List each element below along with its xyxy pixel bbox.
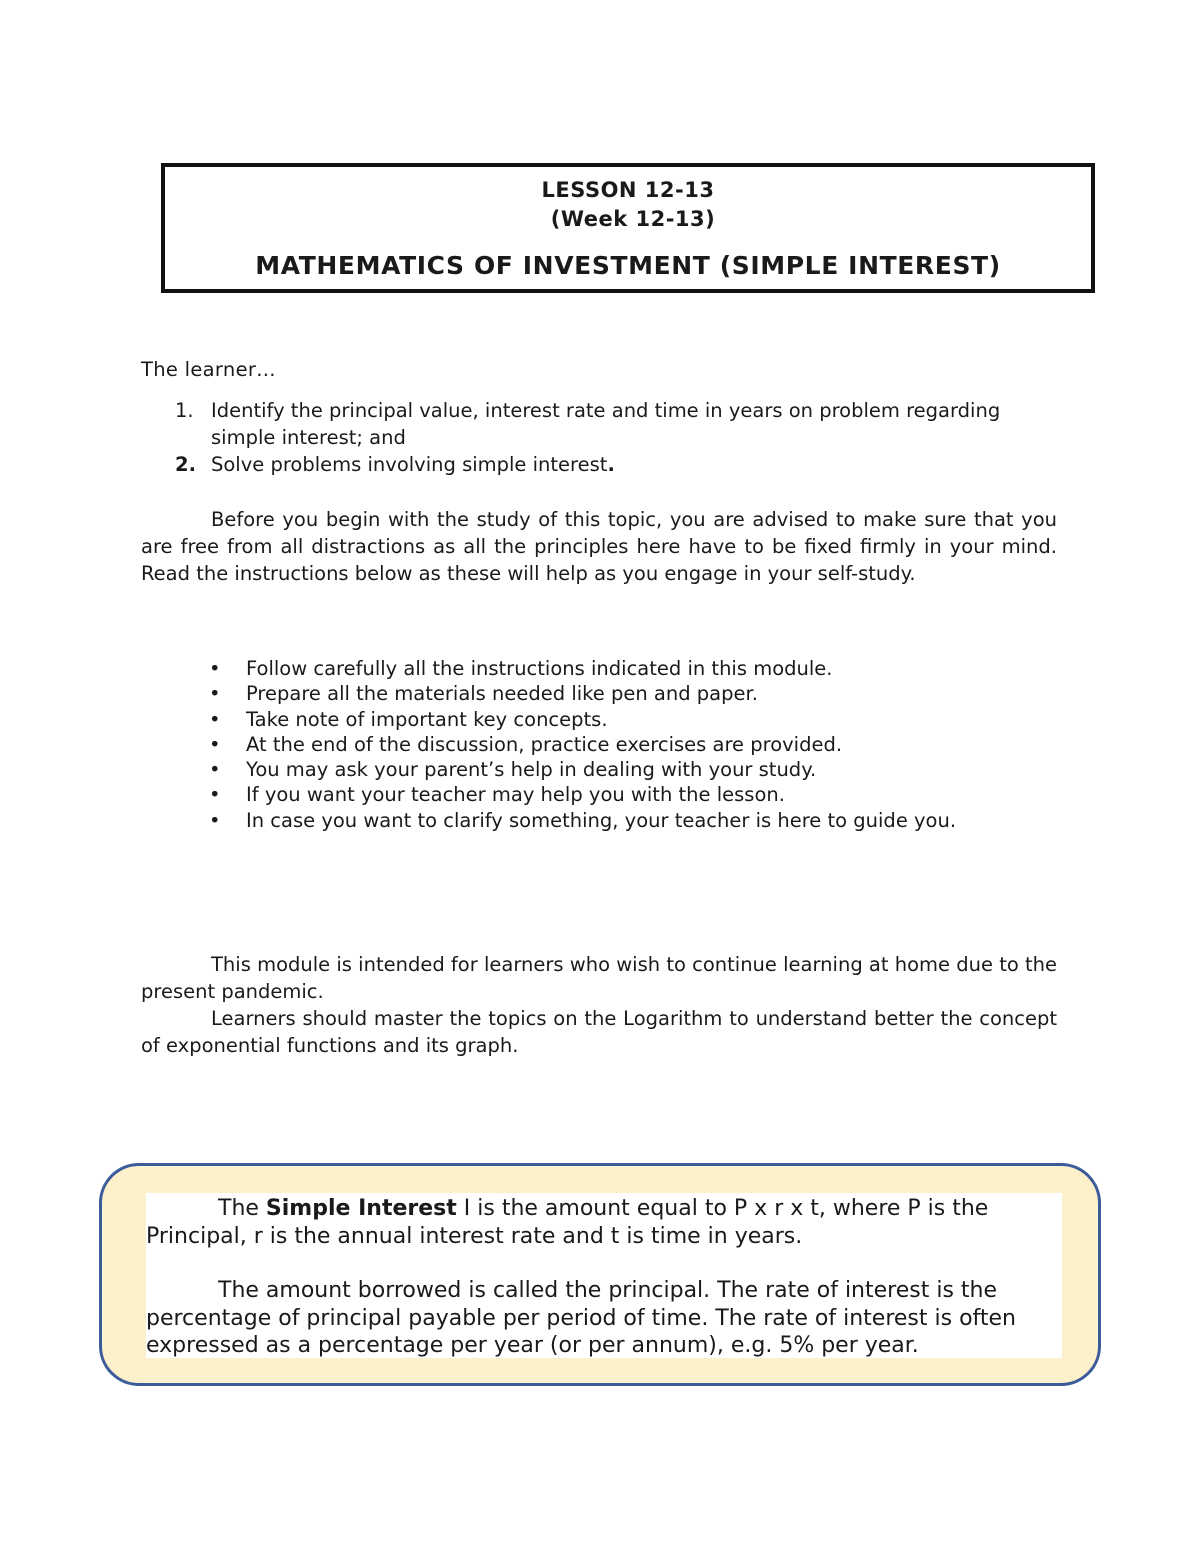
objective-period: . — [607, 453, 615, 476]
instruction-text: You may ask your parent’s help in dealing with your study. — [246, 758, 817, 782]
objectives-list — [141, 397, 1041, 478]
objective-item — [141, 397, 1041, 451]
objective-item — [141, 451, 1041, 478]
module-paragraph: This module is intended for learners who wish to continue learning at home due to the present pandemic. — [141, 953, 1057, 1003]
bullet-icon: • — [209, 758, 221, 782]
definition-text: I is the amount equal to P x r x t, where P is the Principal, r is the annual interest rate and t is time in years. — [146, 1196, 989, 1249]
instructions-list — [141, 656, 1057, 833]
instruction-text: Take note of important key concepts. — [246, 707, 608, 731]
lesson-header-box — [161, 163, 1095, 293]
intro-paragraph: Before you begin with the study of this topic, you are advised to make sure that you are free from all distractions as all the principles here have to be fixed firmly in your mind. Read the instructions below as these will help as you engage in your self-study. — [141, 508, 1057, 585]
bullet-icon: • — [209, 682, 221, 706]
lesson-week: (Week 12-13) — [550, 207, 716, 231]
list-item — [141, 782, 1057, 807]
list-item — [141, 707, 1057, 732]
objective-text: Identify the principal value, interest rate and time in years on problem regarding simple interest; and — [211, 399, 1001, 449]
learners-paragraph: Learners should master the topics on the Logarithm to understand better the concept of exponential functions and its graph. — [141, 1007, 1057, 1057]
definition-paragraph — [146, 1195, 1062, 1250]
objectives-intro: The learner… — [141, 358, 276, 381]
list-item — [141, 808, 1057, 833]
lesson-number: LESSON 12-13 — [541, 178, 715, 202]
instruction-text: At the end of the discussion, practice exercises are provided. — [246, 732, 843, 756]
definition-text-area — [146, 1193, 1062, 1358]
bullet-icon: • — [209, 707, 221, 731]
list-item — [141, 732, 1057, 757]
bullet-icon: • — [209, 808, 221, 832]
list-item — [141, 681, 1057, 706]
instruction-text: Prepare all the materials needed like pen and paper. — [246, 682, 758, 706]
bullet-icon: • — [209, 732, 221, 756]
instruction-text: Follow carefully all the instructions indicated in this module. — [246, 657, 833, 680]
objective-number: 1. — [175, 399, 194, 422]
instruction-text: If you want your teacher may help you with the lesson. — [246, 783, 785, 807]
definition-term: Simple Interest — [265, 1196, 457, 1221]
definition-lead: The — [218, 1196, 259, 1221]
list-item — [141, 656, 1057, 681]
objective-number: 2. — [175, 453, 196, 476]
simple-interest-definition-box — [99, 1163, 1101, 1386]
instruction-text: In case you want to clarify something, your teacher is here to guide you. — [246, 808, 957, 832]
bullet-icon: • — [209, 783, 221, 807]
lesson-title: MATHEMATICS OF INVESTMENT (SIMPLE INTEREST) — [255, 251, 1001, 280]
bullet-icon: • — [209, 657, 221, 680]
objective-text: Solve problems involving simple interest — [211, 453, 608, 476]
principal-paragraph: The amount borrowed is called the principal. The rate of interest is the percentage of principal payable per period of time. The rate of interest is often expressed as a percentage per year (or per annum), e.g. 5% per year. — [146, 1278, 1016, 1358]
list-item — [141, 757, 1057, 782]
